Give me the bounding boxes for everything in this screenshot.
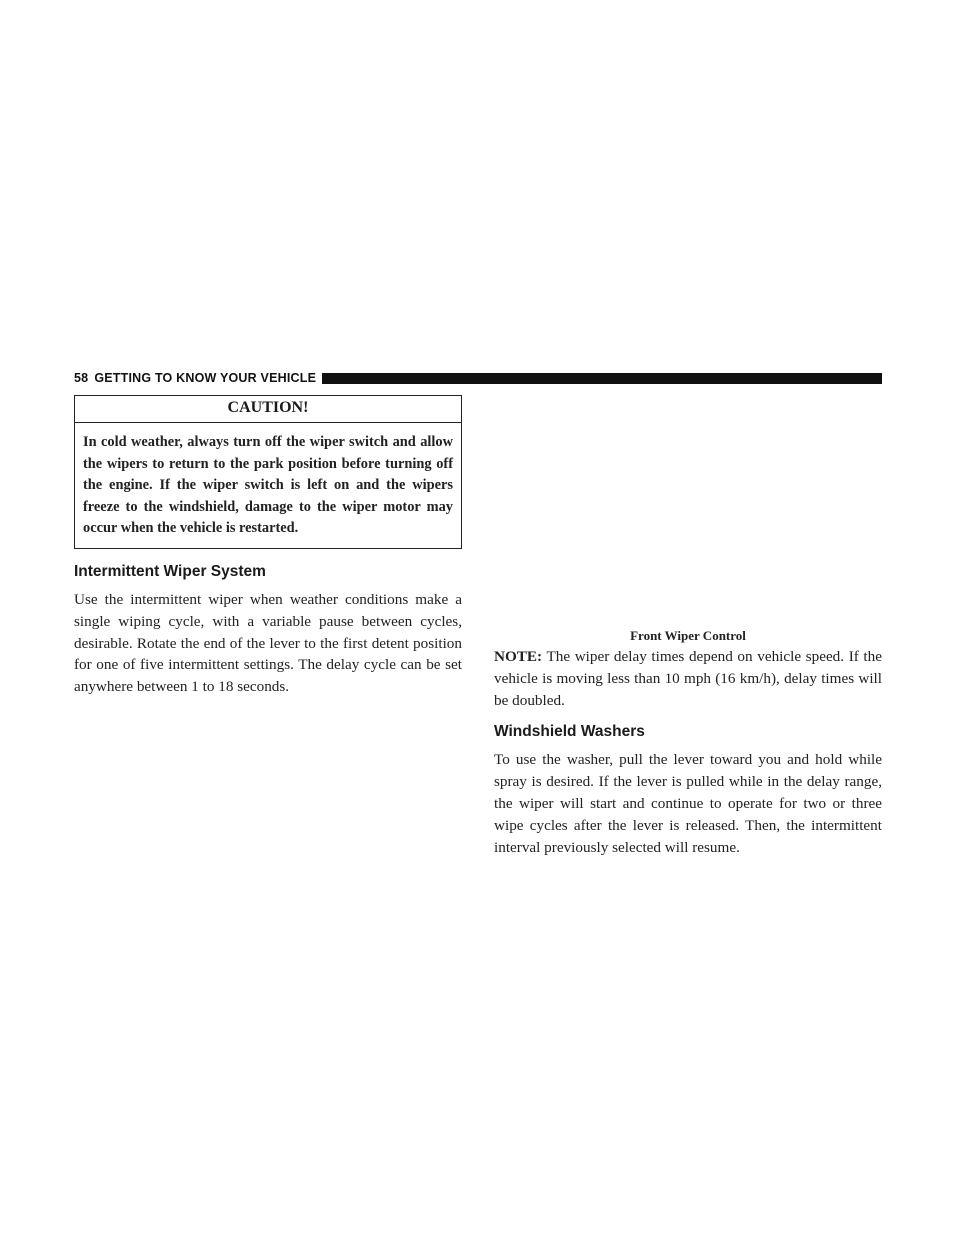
note-paragraph (494, 646, 882, 711)
caution-body: In cold weather, always turn off the wiper switch and allow the wipers to return to the park position before turning off the engine. If the wiper switch is left on and the wipers freeze to the windshield, damage to the wiper motor may occur when the vehicle is restarted. (83, 434, 453, 537)
washers-heading: Windshield Washers (494, 723, 645, 741)
caution-title: CAUTION! (75, 396, 461, 423)
note-body: The wiper delay times depend on vehicle speed. If the vehicle is moving less than 10 mph (16 km/h), delay times will be doubled. (494, 648, 882, 709)
intermittent-body: Use the intermittent wiper when weather conditions make a single wiping cycle, with a variable pause between cycles, desirable. Rotate the end of the lever to the first detent position for one of five intermittent settings. The delay cycle can be set anywhere between 1 to 18 seconds. (74, 590, 462, 696)
running-head (74, 370, 882, 386)
page-number: 58 (74, 371, 89, 385)
caution-box (74, 395, 462, 549)
front-wiper-control-figure (494, 395, 882, 627)
header-rule (322, 373, 882, 384)
washers-body: To use the washer, pull the lever toward you and hold while spray is desired. If the lever is pulled while in the delay range, the wiper will start and continue to operate for two or three wipe cycles after the lever is released. Then, the intermittent interval previously selected will resume. (494, 751, 882, 856)
intermittent-heading: Intermittent Wiper System (74, 562, 266, 580)
right-column (494, 395, 882, 858)
figure-caption: Front Wiper Control (630, 628, 746, 643)
section-title: GETTING TO KNOW YOUR VEHICLE (94, 371, 317, 385)
left-column (74, 395, 462, 698)
note-label: NOTE: (494, 648, 543, 665)
